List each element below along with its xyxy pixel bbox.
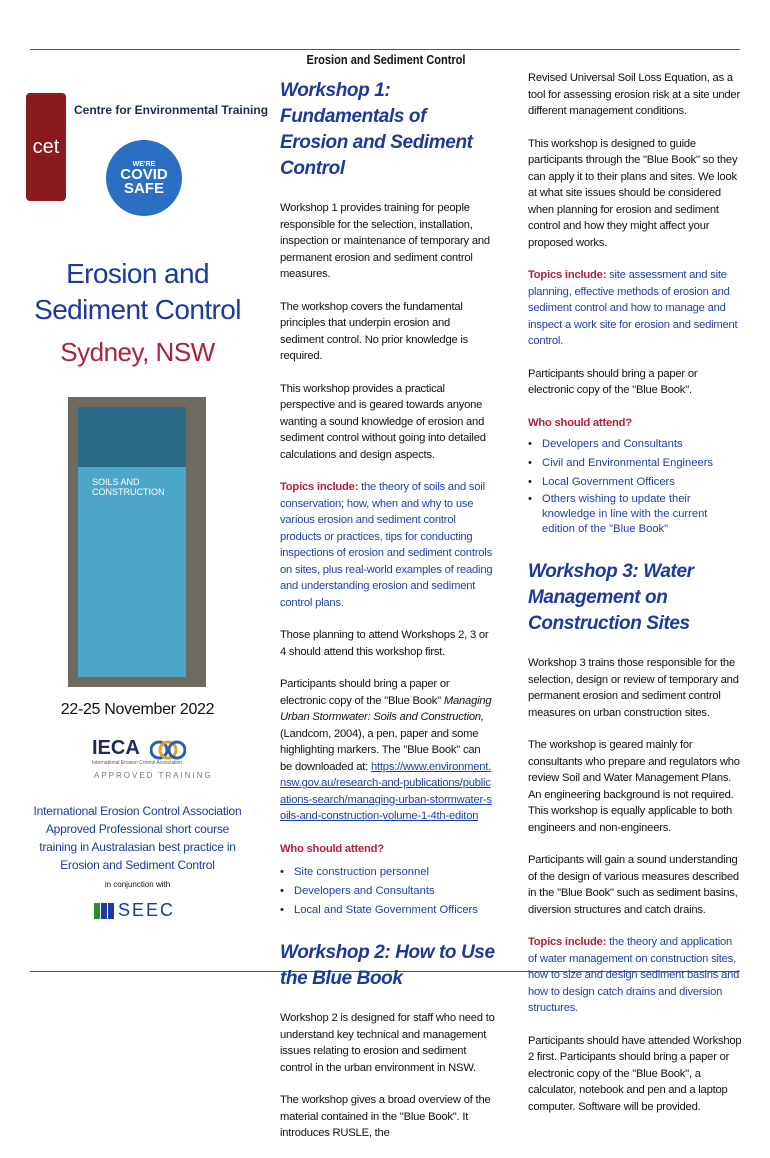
workshop2-topics — [528, 267, 742, 350]
workshop1-p5 — [280, 676, 495, 825]
book-cover — [78, 407, 186, 677]
course-date: 22-25 November 2022 — [60, 701, 215, 718]
workshop1-topics-text: the theory of soils and soil conservation; how, when and why to use various erosion and sediment control products or practices, tips for conducting inspections of erosion and sediment controls on sites, plus real-world examples of reading and understanding erosion and sediment control plans. — [280, 481, 493, 609]
covid-safe-badge — [106, 140, 182, 216]
book-cover-text: SOILS AND CONSTRUCTION — [92, 477, 165, 497]
workshop1-p5-italic: Managing Urban Stormwater: Soils and Construction, — [280, 694, 492, 723]
workshop2-who-list — [528, 435, 742, 537]
main-title-line2: Sediment Control — [34, 294, 241, 325]
workshop2-topics-text: site assessment and site planning, effective methods of erosion and sediment control and how to manage and inspect a work site for erosion and sediment control. — [528, 269, 738, 347]
workshop1-who-list — [280, 863, 495, 920]
ieca-small: International Erosion Control Association — [92, 760, 183, 766]
workshop2-p1: Workshop 2 is designed for staff who need to understand key technical and management issues relating to erosion and sediment control in the urban environment in NSW. — [280, 1012, 495, 1074]
header-title: Erosion and Sediment Control — [306, 52, 466, 67]
workshop3-topics — [528, 934, 742, 1017]
workshop2-heading: Workshop 2: How to Use the Blue Book — [280, 942, 495, 989]
workshop2-p4: Participants should bring a paper or electronic copy of the "Blue Book". — [528, 367, 698, 396]
workshop3-p1: Workshop 3 trains those responsible for the selection, design or review of temporary and permanent erosion and sediment control measures on urban construction sites. — [528, 657, 739, 719]
conjunction-text: in conjunction with — [104, 880, 171, 889]
workshop2-who-label: Who should attend? — [528, 416, 632, 429]
workshop3-p2: The workshop is geared mainly for consultants who prepare and regulators who review Soil and Water Management Plans. An engineering background is not required. This workshop is equally applicable to both engineers and non-engineers. — [528, 739, 740, 834]
workshop1-p5-b: (Landcom, 2004), a pen, paper and some highlighting markers. The "Blue Book" can be downloaded at: — [280, 727, 481, 773]
workshop2-p3: This workshop is designed to guide participants through the "Blue Book" so they can apply it to their plans and sites. We look at what site issues should be considered when planning for erosion and sediment control and how they might affect your proposed works. — [528, 137, 738, 249]
approved-training: APPROVED TRAINING — [94, 771, 213, 780]
main-title — [30, 256, 245, 328]
ieca-description: International Erosion Control Association Approved Professional short course training in Australasian best practice in Erosion and Sediment Control — [33, 804, 242, 872]
main-title-line1: Erosion and — [66, 258, 209, 289]
middle-column — [280, 78, 495, 1158]
workshop3-p4: Participants should have attended Workshop 2 first. Participants should bring a paper or electronic copy of the "Blue Book", a calculator, notebook and pen and a laptop computer. Software will be provided. — [528, 1034, 742, 1113]
workshop3-topics-text: the theory and application of water management on construction sites, how to size and design sediment basins and how to design catch drains and diversion structures. — [528, 936, 740, 1014]
ieca-rings-icon — [150, 739, 186, 761]
workshop2-p2-continued: Revised Universal Soil Loss Equation, as a tool for assessing erosion risk at a site under different management conditions. — [528, 72, 740, 117]
list-item: • Site construction personnel — [280, 863, 495, 882]
workshop3-topics-label: Topics include: — [528, 936, 607, 948]
list-item: • Local Government Officers — [528, 473, 742, 492]
workshop1-topics — [280, 479, 495, 611]
workshop3-heading: Workshop 3: Water Management on Construction Sites — [528, 561, 694, 634]
book-cover-photo — [78, 407, 186, 467]
covid-line2: COVID — [120, 165, 168, 183]
cet-logo-text: cet — [32, 135, 60, 158]
list-item: • Others wishing to update their knowledge in line with the current edition of the "Blue Book" — [528, 492, 742, 537]
list-item: • Developers and Consultants — [528, 435, 742, 454]
seec-logo-text: SEEC — [118, 900, 176, 920]
list-item: • Civil and Environmental Engineers — [528, 454, 742, 473]
covid-line1: WE'RE — [132, 160, 156, 168]
workshop3-p3: Participants will gain a sound understanding of the design of various measures described in the "Blue Book" such as sediment basins, diversion structures and catch drains. — [528, 854, 739, 916]
workshop2-topics-label: Topics include: — [528, 269, 607, 281]
list-item: • Developers and Consultants — [280, 882, 495, 901]
workshop1-who-label: Who should attend? — [280, 842, 384, 855]
covid-line3: SAFE — [123, 179, 164, 197]
org-name: Centre for Environmental Training — [74, 103, 269, 117]
right-column — [528, 70, 742, 1131]
location: Sydney, NSW — [60, 337, 215, 367]
workshop1-p2: The workshop covers the fundamental principles that underpin erosion and sediment control. No prior knowledge is required. — [280, 300, 469, 362]
workshop1-p3: This workshop provides a practical perspective and is geared towards anyone wanting a sound knowledge of erosion and sediment control without going into detailed calculations and design aspects. — [280, 382, 486, 461]
cet-logo — [26, 93, 66, 201]
workshop2-p2: The workshop gives a broad overview of the material contained in the "Blue Book". It introduces RUSLE, the — [280, 1094, 491, 1139]
ieca-name: IECA — [92, 737, 140, 759]
top-rule — [30, 49, 740, 50]
book-image — [68, 397, 206, 687]
list-item: • Local and State Government Officers — [280, 901, 495, 920]
workshop1-p5-a: Participants should bring a paper or electronic copy of the "Blue Book" — [280, 678, 450, 707]
workshop1-topics-label: Topics include: — [280, 481, 359, 493]
blue-book-link[interactable]: https://www.environment.nsw.gov.au/research-and-publications/publications-search/managing-urban-stormwater-soils-and-construction-volume-1-4th-editon — [280, 760, 492, 822]
workshop1-p1: Workshop 1 provides training for people responsible for the selection, installation, inspection or maintenance of temporary and permanent erosion and sediment control measures. — [280, 202, 490, 280]
workshop1-heading: Workshop 1: Fundamentals of Erosion and Sediment Control — [280, 80, 473, 179]
workshop1-p4: Those planning to attend Workshops 2, 3 or 4 should attend this workshop first. — [280, 629, 489, 658]
